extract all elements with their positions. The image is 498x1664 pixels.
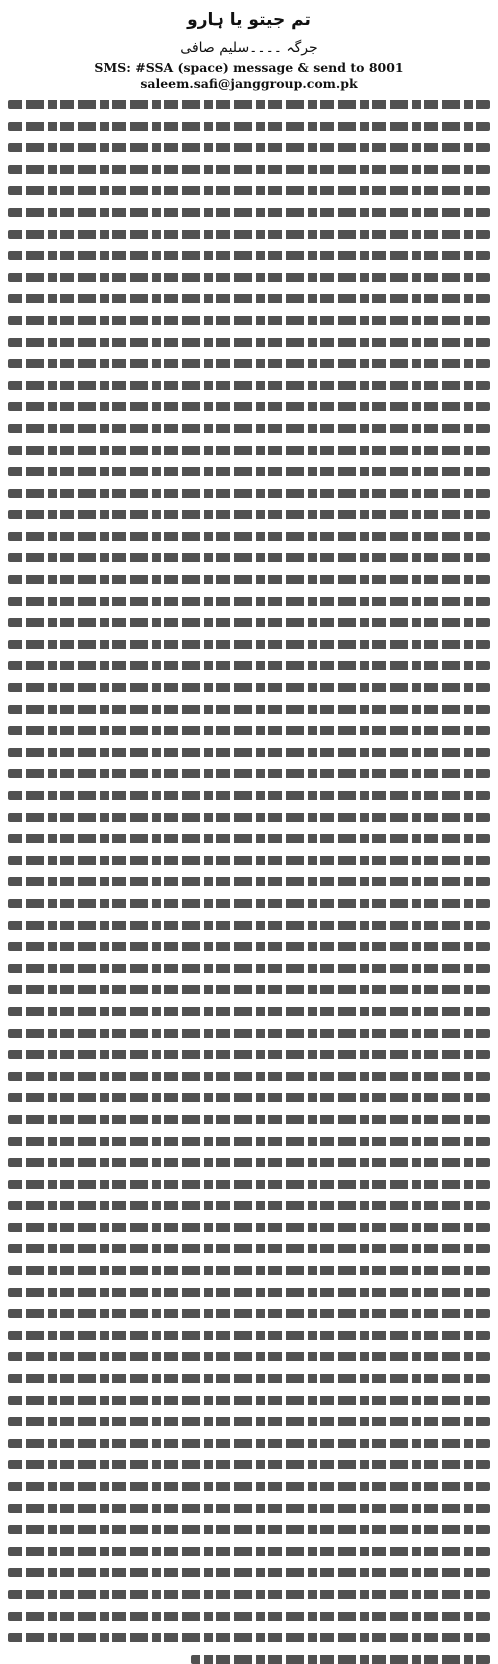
body-line [8, 1590, 490, 1599]
body-line [8, 100, 490, 109]
body-line [191, 1655, 490, 1664]
body-line [8, 856, 490, 865]
body-line [8, 230, 490, 239]
body-line [8, 618, 490, 627]
body-line [8, 942, 490, 951]
body-line [8, 208, 490, 217]
body-line [8, 165, 490, 174]
body-line [8, 899, 490, 908]
body-line [8, 1331, 490, 1340]
body-line [8, 273, 490, 282]
body-line [8, 964, 490, 973]
body-line [8, 381, 490, 390]
sms-instructions: SMS: #SSA (space) message & send to 8001 [94, 60, 404, 75]
body-line [8, 1396, 490, 1405]
body-line [8, 1288, 490, 1297]
body-line [8, 575, 490, 584]
body-line [8, 186, 490, 195]
body-line [8, 1633, 490, 1642]
author-email: saleem.safi@janggroup.com.pk [140, 76, 358, 91]
body-line [8, 510, 490, 519]
body-line [8, 1568, 490, 1577]
body-line [8, 1612, 490, 1621]
body-line [8, 1223, 490, 1232]
body-line [8, 877, 490, 886]
body-line [8, 294, 490, 303]
body-line [8, 316, 490, 325]
body-line [8, 1180, 490, 1189]
body-line [8, 834, 490, 843]
body-line [8, 791, 490, 800]
body-line [8, 489, 490, 498]
body-line [8, 1547, 490, 1556]
body-line [8, 640, 490, 649]
body-line [8, 1482, 490, 1491]
body-line [8, 597, 490, 606]
body-line [8, 424, 490, 433]
article-headline: تم جیتو یا ہارو [187, 10, 311, 30]
body-line [8, 1266, 490, 1275]
body-line [8, 1439, 490, 1448]
body-line [8, 1417, 490, 1426]
body-line [8, 1460, 490, 1469]
body-line [8, 1309, 490, 1318]
body-line [8, 705, 490, 714]
body-line [8, 813, 490, 822]
body-line [8, 661, 490, 670]
body-line [8, 1115, 490, 1124]
body-line [8, 553, 490, 562]
body-line [8, 769, 490, 778]
body-line [8, 143, 490, 152]
body-line [8, 1093, 490, 1102]
body-line [8, 1352, 490, 1361]
body-line [8, 359, 490, 368]
body-line [8, 1374, 490, 1383]
body-line [8, 467, 490, 476]
body-line [8, 1525, 490, 1534]
body-line [8, 726, 490, 735]
body-line [8, 1007, 490, 1016]
body-line [8, 446, 490, 455]
body-line [8, 921, 490, 930]
body-line [8, 748, 490, 757]
body-line [8, 1201, 490, 1210]
body-line [8, 1072, 490, 1081]
body-line [8, 1050, 490, 1059]
article-body [8, 100, 490, 1664]
body-line [8, 1137, 490, 1146]
body-line [8, 1244, 490, 1253]
body-line [8, 985, 490, 994]
body-line [8, 251, 490, 260]
body-line [8, 122, 490, 131]
article-byline: جرگہ ۔۔۔۔سلیم صافی [180, 40, 318, 56]
body-line [8, 1504, 490, 1513]
body-line [8, 532, 490, 541]
body-line [8, 1158, 490, 1167]
body-line [8, 683, 490, 692]
body-line [8, 402, 490, 411]
body-line [8, 338, 490, 347]
body-line [8, 1029, 490, 1038]
